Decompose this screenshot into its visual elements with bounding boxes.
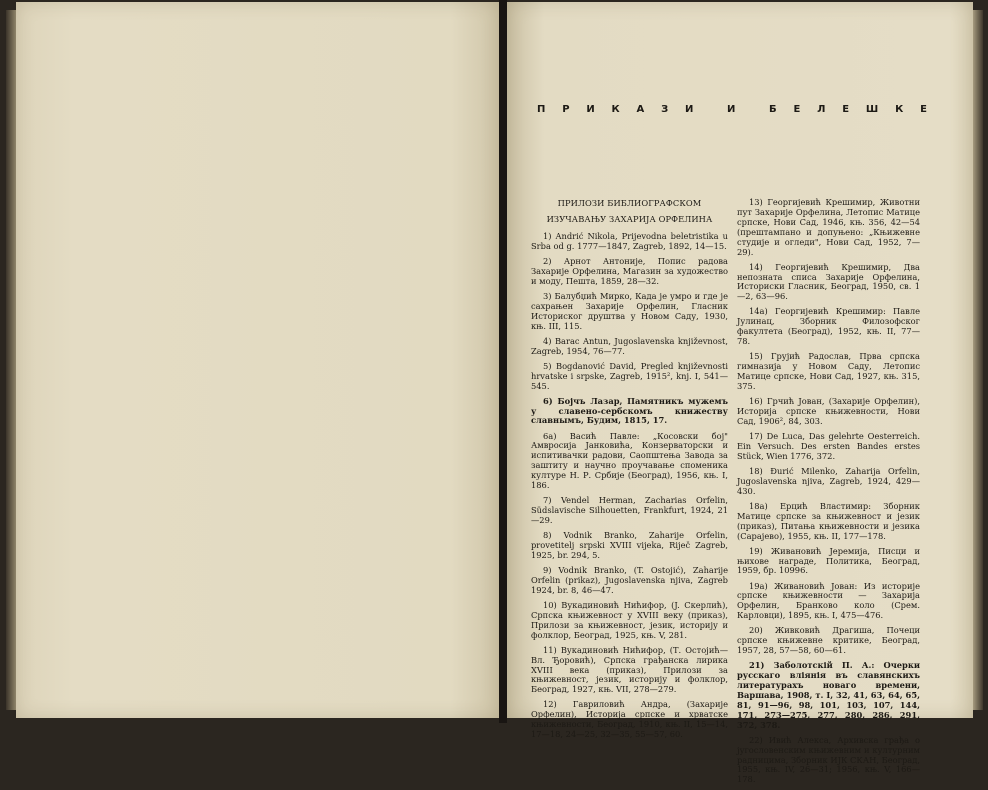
text-column-right <box>737 198 920 790</box>
bibliography-entry: 18) Đurić Milenko, Zaharija Orfelin, Jugoslavenska njiva, Zagreb, 1924, 429—430. <box>737 465 920 496</box>
book-gutter <box>499 0 507 723</box>
bibliography-entry: 2) Арнот Антоније, Попис радова Захарије Орфелина, Магазин за художество и моду, Пешта, 1859, 28—32. <box>531 256 728 286</box>
bibliography-entry: 15) Грујић Радослав, Прва српска гимназија у Новом Саду, Летопис Матице српске, Нови Сад, 1927, књ. 315, 375. <box>737 351 920 391</box>
bibliography-entry: 1) Andrić Nikola, Prijevodna beletristika u Srba od g. 1777—1847, Zagreb, 1892, 14—15. <box>531 231 728 251</box>
bibliography-entry: 16) Грчић Јован, (Захарије Орфелин), Историја српске књижевности, Нови Сад, 1906², 84, 303. <box>737 396 920 426</box>
bibliography-entry: 10) Вукадиновић Нићифор, (J. Скерлић), Српска књижевност у XVIII веку (приказ), Прилози за књижевност, језик, историју и фолклор, Београд, 1925, књ. V, 281. <box>531 599 728 640</box>
header-letter: Е <box>842 104 850 115</box>
bibliography-entry: 12) Гавриловић Андра, (Захарије Орфелин), Историја српске и хрватске књижевности, Београд, 1910, књ. II, 15—14, 17—18, 24—25, 32—35, 55—57, 60. <box>531 699 728 740</box>
bibliography-entry: 11) Вукадиновић Нићифор, (Т. Остојић—Вл. Ђоровић), Српска грађанска лирика XVIII века (приказ), Прилози за књижевност, језик, историју и фолклор, Београд, 1927, књ. VII, 278—279. <box>531 644 728 695</box>
bibliography-entry: 19) Живановић Јеремија, Писци и њихове награде, Политика, Београд, 1959, бр. 10996. <box>737 545 920 576</box>
article-title <box>531 198 728 224</box>
blank-left-page <box>16 2 499 718</box>
bibliography-entry: 21) Заболотскій П. А.: Очерки русскаго вліянія въ славянскихъ литературахъ новаго времени, Варшава, 1908, т. I, 32, 41, 63, 64, 65, 81, 91—96, 98, 101, 103, 107, 144, 171, 273—275, 277, 280, 286, 291, 372, 378. <box>737 660 920 730</box>
header-letter: И <box>685 104 694 115</box>
header-letter: К <box>895 104 904 115</box>
section-header <box>537 104 927 115</box>
bibliography-entry: 14а) Георгијевић Крешимир: Павле Јулинац, Зборник Филозофског факултета (Београд), 1952, књ. II, 77—78. <box>737 306 920 347</box>
bibliography-entry: 9) Vodnik Branko, (T. Ostojić), Zaharije Orfelin (prikaz), Jugoslavenska njiva, Zagreb 1924, br. 8, 46—47. <box>531 564 728 595</box>
bibliography-entry: 6а) Васић Павле: „Косовски бој" Амвросија Јанковића, Конзерваторски и испитивачки радови, Саопштења Завода за заштиту и научно проучавање споменика културе Н. Р. Србије (Београд), 1956, књ. I, 186. <box>531 430 728 491</box>
header-letter: Е <box>793 104 801 115</box>
header-letter: Б <box>769 104 777 115</box>
bibliography-entry: 4) Barac Antun, Jugoslavenska književnost, Zagreb, 1954, 76—77. <box>531 335 728 356</box>
bibliography-entry: 5) Bogdanović David, Pregled književnosti hrvatske i srpske, Zagreb, 1915², knj. I, 541—545. <box>531 360 728 391</box>
left-page-edge <box>6 10 16 710</box>
text-column-left <box>531 198 728 745</box>
header-letter: П <box>537 104 546 115</box>
bibliography-entry: 14) Георгијевић Крешимир, Два непозната списа Захарије Орфелина, Историски Гласник, Београд, 1950, св. 1—2, 63—96. <box>737 261 920 302</box>
header-letter: Р <box>562 104 570 115</box>
article-title-line2: ИЗУЧАВАЊУ ЗАХАРИЈА ОРФЕЛИНА <box>546 214 713 224</box>
bibliography-entry: 17) De Luca, Das gelehrte Oesterreich. Ein Versuch. Des ersten Bandes erstes Stück, Wien 1776, 372. <box>737 430 920 461</box>
bibliography-entry: 8) Vodnik Branko, Zaharije Orfelin, provetitelj srpski XVIII vijeka, Riječ Zagreb, 1925, br. 294, 5. <box>531 530 728 560</box>
header-letter: И <box>727 104 736 115</box>
bibliography-entry: 3) Балубџић Мирко, Када је умро и где је сахрањен Захарије Орфелин, Гласник Историског друштва у Новом Саду, 1930, књ. III, 115. <box>531 290 728 331</box>
header-letter: Е <box>920 104 927 115</box>
bibliography-entry: 22) Ивић Алекса, Архивска грађа о југословенским књижевним и културним радницима, Зборник ИЈК СКАН, Београд, 1955, књ. IV, 26—31; 1956, књ. V, 166—178. <box>737 734 920 785</box>
header-letter: Л <box>817 104 826 115</box>
bibliography-entry: 19а) Живановић Јован: Из историје српске књижевности — Захарија Орфелин, Бранково коло (Срем. Карловци), 1895, књ. I, 475—476. <box>737 580 920 621</box>
header-letter: К <box>611 104 620 115</box>
header-letter: Ш <box>865 104 879 115</box>
header-letter: А <box>636 104 645 115</box>
bibliography-entry: 13) Георгијевић Крешимир, Животни пут Захарије Орфелина, Летопис Матице српске, Нови Сад, 1946, књ. 356, 42—54 (прештампано и допуњено: „Књижевне студије и огледи", Нови Сад, 1952, 7—29). <box>737 197 920 257</box>
header-letter: И <box>586 104 595 115</box>
bibliography-entry: 18а) Ерцић Властимир: Зборник Матице српске за књижевност и језик (приказ), Питања књижевности и језика (Сарајево), 1955, књ. II, 177—178. <box>737 500 920 541</box>
bibliography-entry: 7) Vendel Herman, Zacharias Orfelin, Südslavische Silhouetten, Frankfurt, 1924, 21—29. <box>531 495 728 525</box>
right-page-edge <box>973 10 983 710</box>
article-title-line1: ПРИЛОЗИ БИБЛИОГРАФСКОМ <box>557 198 702 208</box>
header-letter: З <box>661 104 669 115</box>
bibliography-entry: 6) Бојчъ Лазар, Памятникъ мужемъ у славено-сербскомъ книжеству славнымъ, Будим, 1815, 17. <box>531 395 728 426</box>
bibliography-entry: 20) Живковић Драгиша, Почеци српске књижевне критике, Београд, 1957, 28, 57—58, 60—61. <box>737 625 920 656</box>
